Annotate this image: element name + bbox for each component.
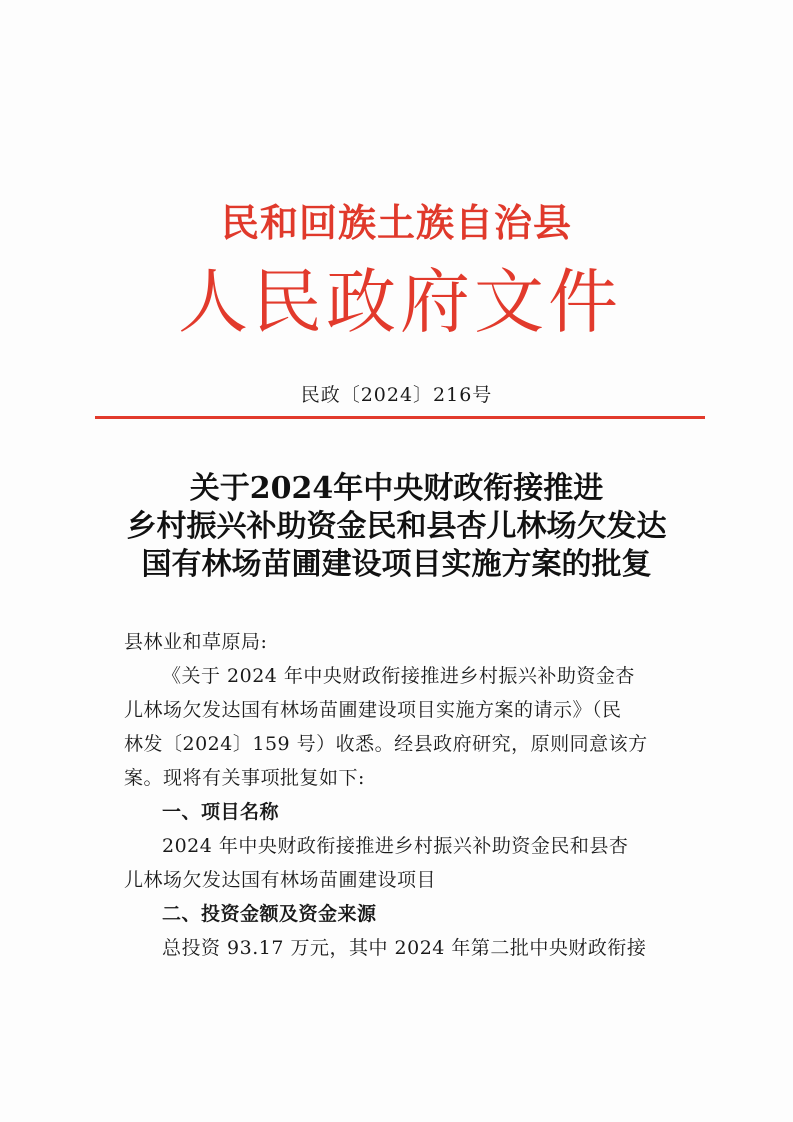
doc-type-char: 府 <box>400 261 470 343</box>
doc-type-char: 民 <box>252 261 322 343</box>
issuing-organization: 民和回族土族自治县 <box>220 200 572 245</box>
paragraph-line: 总投资 93.17 万元，其中 2024 年第二批中央财政衔接 <box>162 937 647 959</box>
document-body <box>124 625 680 965</box>
document-number: 民政〔2024〕216号 <box>300 384 493 406</box>
doc-type-char: 件 <box>548 261 618 343</box>
doc-type-char: 人 <box>178 261 248 343</box>
paragraph-line: 林发〔2024〕159 号）收悉。经县政府研究，原则同意该方 <box>124 733 648 755</box>
document-title <box>0 470 793 584</box>
title-line-1: 关于2024年中央财政衔接推进 <box>189 471 604 506</box>
paragraph-line: 《关于 2024 年中央财政衔接推进乡村振兴补助资金杏 <box>162 665 635 687</box>
section-heading-project-name: 一、项目名称 <box>162 801 280 823</box>
doc-type-char: 文 <box>474 261 544 343</box>
paragraph-line: 儿林场欠发达国有林场苗圃建设项目 <box>124 869 437 891</box>
title-line-3: 国有林场苗圃建设项目实施方案的批复 <box>141 547 652 582</box>
paragraph-line: 儿林场欠发达国有林场苗圃建设项目实施方案的请示》（民 <box>124 699 622 721</box>
doc-type-char: 政 <box>326 261 396 343</box>
addressee: 县林业和草原局: <box>124 631 268 653</box>
title-line-2: 乡村振兴补助资金民和县杏儿林场欠发达 <box>126 509 667 544</box>
section-heading-investment: 二、投资金额及资金来源 <box>162 903 377 925</box>
paragraph-line: 2024 年中央财政衔接推进乡村振兴补助资金民和县杏 <box>162 835 629 857</box>
paragraph-line: 案。现将有关事项批复如下: <box>124 767 365 789</box>
red-divider-line <box>95 416 705 419</box>
document-type-heading <box>178 262 618 342</box>
